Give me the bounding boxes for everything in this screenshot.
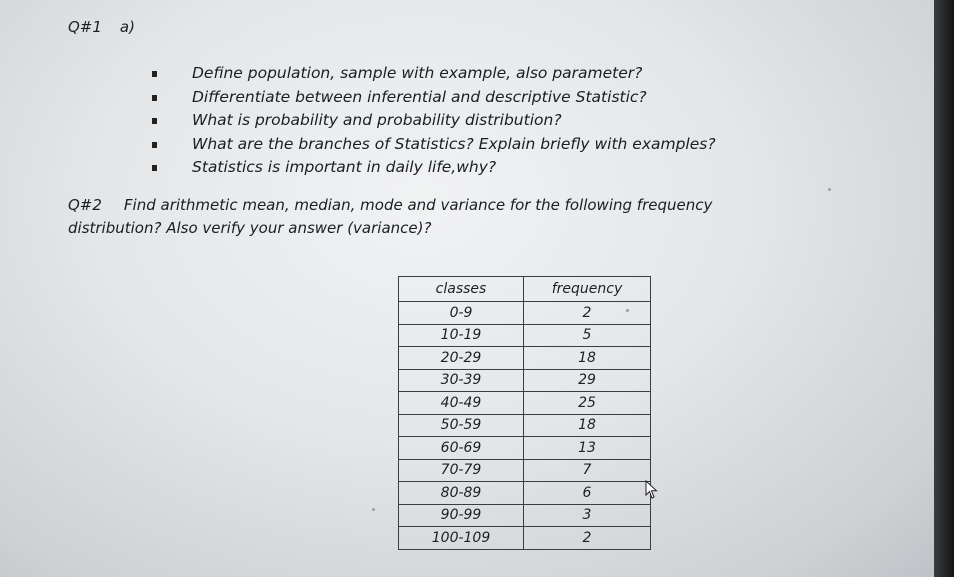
question-2 xyxy=(68,194,788,240)
frequency-cell: 18 xyxy=(524,347,651,370)
frequency-cell: 6 xyxy=(524,482,651,505)
screen-edge xyxy=(934,0,954,577)
header-classes: classes xyxy=(399,277,524,302)
frequency-cell: 2 xyxy=(524,302,651,325)
table-row xyxy=(399,324,651,347)
list-item-text: What are the branches of Statistics? Explain briefly with examples? xyxy=(192,134,716,153)
table-row xyxy=(399,504,651,527)
table-row xyxy=(399,437,651,460)
list-item-text: Differentiate between inferential and descriptive Statistic? xyxy=(192,87,647,106)
question-1-number: Q#1 xyxy=(68,18,102,36)
list-item-text: What is probability and probability distribution? xyxy=(192,111,562,129)
list-item-text: Define population, sample with example, also parameter? xyxy=(192,64,643,82)
speck-mark xyxy=(626,309,629,312)
frequency-cell: 2 xyxy=(524,527,651,550)
table-row xyxy=(399,414,651,437)
square-bullet-icon xyxy=(152,71,157,77)
frequency-cell: 7 xyxy=(524,459,651,482)
speck-mark xyxy=(372,508,375,511)
square-bullet-icon xyxy=(152,165,157,171)
square-bullet-icon xyxy=(152,142,157,148)
mouse-pointer-icon xyxy=(645,480,659,504)
table-row xyxy=(399,459,651,482)
frequency-cell: 13 xyxy=(524,437,651,460)
class-cell: 20-29 xyxy=(399,347,524,370)
class-cell: 80-89 xyxy=(399,482,524,505)
table-row xyxy=(399,527,651,550)
class-cell: 90-99 xyxy=(399,504,524,527)
list-item xyxy=(152,86,716,110)
class-cell: 40-49 xyxy=(399,392,524,415)
frequency-table xyxy=(398,276,651,550)
question-2-number: Q#2 xyxy=(68,196,102,214)
table-row xyxy=(399,302,651,325)
class-cell: 0-9 xyxy=(399,302,524,325)
frequency-cell: 18 xyxy=(524,414,651,437)
square-bullet-icon xyxy=(152,118,157,124)
frequency-cell: 3 xyxy=(524,504,651,527)
question-1-part: a) xyxy=(119,18,135,36)
list-item xyxy=(152,133,716,157)
frequency-cell: 5 xyxy=(524,324,651,347)
table-row xyxy=(399,482,651,505)
list-item-text: Statistics is important in daily life,why? xyxy=(192,158,497,176)
class-cell: 60-69 xyxy=(399,437,524,460)
class-cell: 10-19 xyxy=(399,324,524,347)
list-item xyxy=(152,62,716,86)
question-1-list xyxy=(152,62,716,180)
square-bullet-icon xyxy=(152,95,157,101)
list-item xyxy=(152,156,716,180)
table-row xyxy=(399,369,651,392)
question-2-text: Find arithmetic mean, median, mode and variance for the following frequency distribution? Also verify your answer (variance)? xyxy=(68,196,713,237)
table-row xyxy=(399,392,651,415)
table-header-row xyxy=(399,277,651,302)
class-cell: 100-109 xyxy=(399,527,524,550)
class-cell: 70-79 xyxy=(399,459,524,482)
speck-mark xyxy=(828,188,831,191)
header-frequency: frequency xyxy=(524,277,651,302)
class-cell: 30-39 xyxy=(399,369,524,392)
frequency-cell: 29 xyxy=(524,369,651,392)
frequency-cell: 25 xyxy=(524,392,651,415)
question-1-label xyxy=(68,18,135,36)
list-item xyxy=(152,109,716,133)
class-cell: 50-59 xyxy=(399,414,524,437)
table-row xyxy=(399,347,651,370)
